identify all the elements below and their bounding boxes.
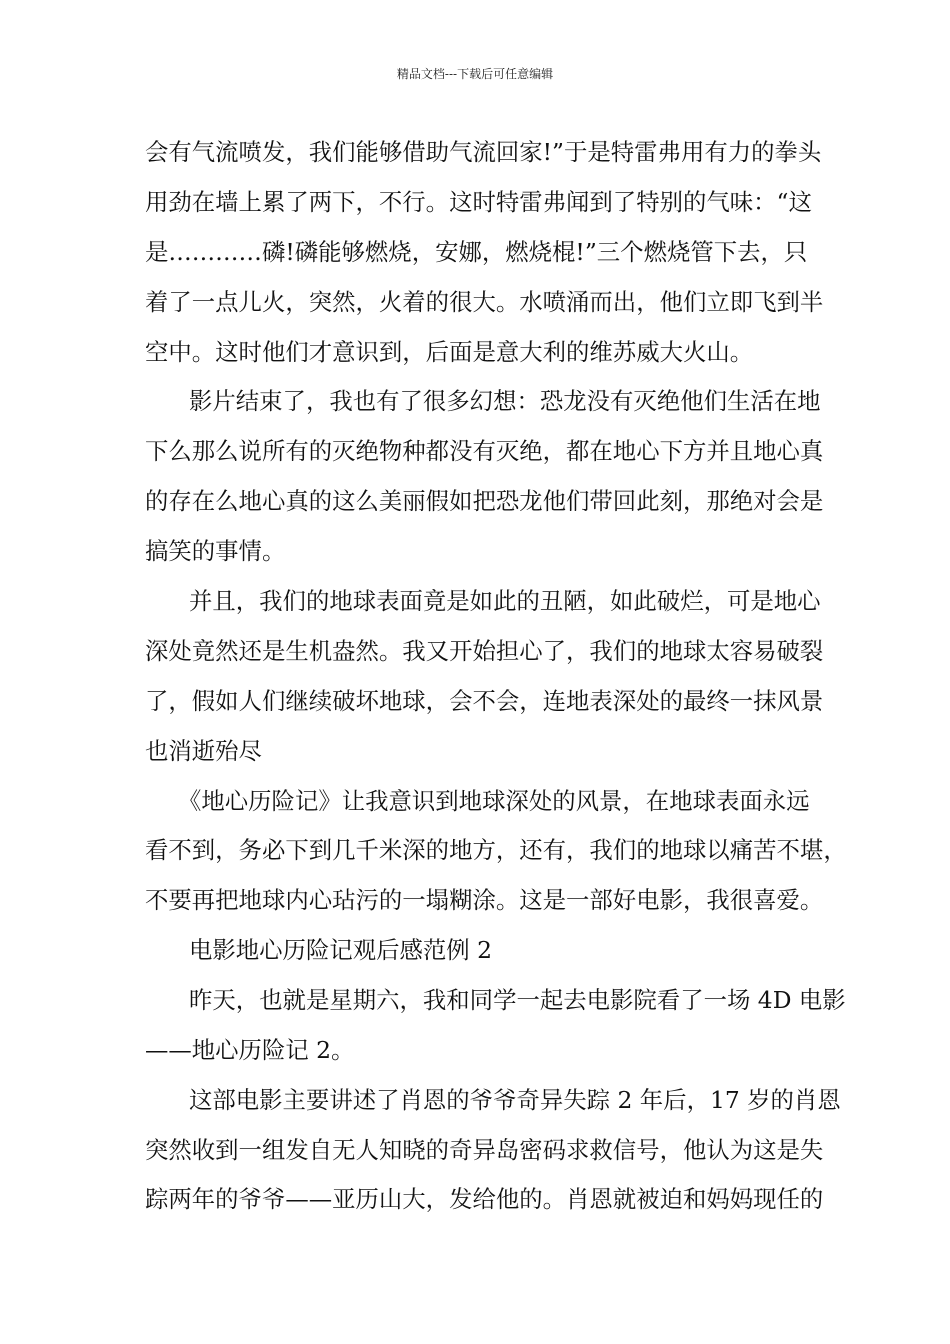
text-line: 空中。这时他们才意识到，后面是意大利的维苏威大火山。 [145,338,754,366]
text-line: 着了一点儿火，突然，火着的很大。水喷涌而出，他们立即飞到半 [145,288,824,316]
text-line: ——地心历险记 2。 [145,1036,355,1064]
text-line: 不要再把地球内心玷污的一塌糊涂。这是一部好电影，我很喜爱。 [145,886,824,914]
text-line: 的存在么地心真的这么美丽假如把恐龙他们带回此刻，那绝对会是 [145,487,824,515]
page-header: 精品文档---下载后可任意编辑 [396,67,554,81]
text-line: 深处竟然还是生机盎然。我又开始担心了，我们的地球太容易破裂 [145,637,824,665]
text-line: 会有气流喷发，我们能够借助气流回家!”于是特雷弗用有力的拳头 [145,138,822,166]
text-line: 也消逝殆尽 [145,737,262,765]
paragraph-first-line: 昨天，也就是星期六，我和同学一起去电影院看了一场 4D 电影 [189,986,846,1014]
text-line: 了，假如人们继续破坏地球，会不会，连地表深处的最终一抹风景 [145,687,824,715]
text-line: 用劲在墙上累了两下，不行。这时特雷弗闻到了特别的气味：“这 [145,188,812,216]
text-line: 踪两年的爷爷——亚历山大，发给他的。肖恩就被迫和妈妈现任的 [145,1185,824,1213]
paragraph-first-line: 这部电影主要讲述了肖恩的爷爷奇异失踪 2 年后，17 岁的肖恩 [189,1086,841,1114]
text-line: 突然收到一组发自无人知晓的奇异岛密码求救信号，他认为这是失 [145,1136,824,1164]
text-line: 是…………磷!磷能够燃烧，安娜，燃烧棍!”三个燃烧管下去，只 [145,238,808,266]
paragraph-first-line: 并且，我们的地球表面竟是如此的丑陋，如此破烂，可是地心 [189,587,821,615]
text-line: 看不到，务必下到几千米深的地方，还有，我们的地球以痛苦不堪， [145,836,847,864]
text-line: 下么那么说所有的灭绝物种都没有灭绝，都在地心下方并且地心真 [145,437,824,465]
section-heading: 电影地心历险记观后感范例 2 [189,936,493,964]
paragraph-first-line: 《地心历险记》让我意识到地球深处的风景，在地球表面永远 [178,787,810,815]
text-line: 搞笑的事情。 [145,537,286,565]
paragraph-first-line: 影片结束了，我也有了很多幻想：恐龙没有灭绝他们生活在地 [189,387,821,415]
